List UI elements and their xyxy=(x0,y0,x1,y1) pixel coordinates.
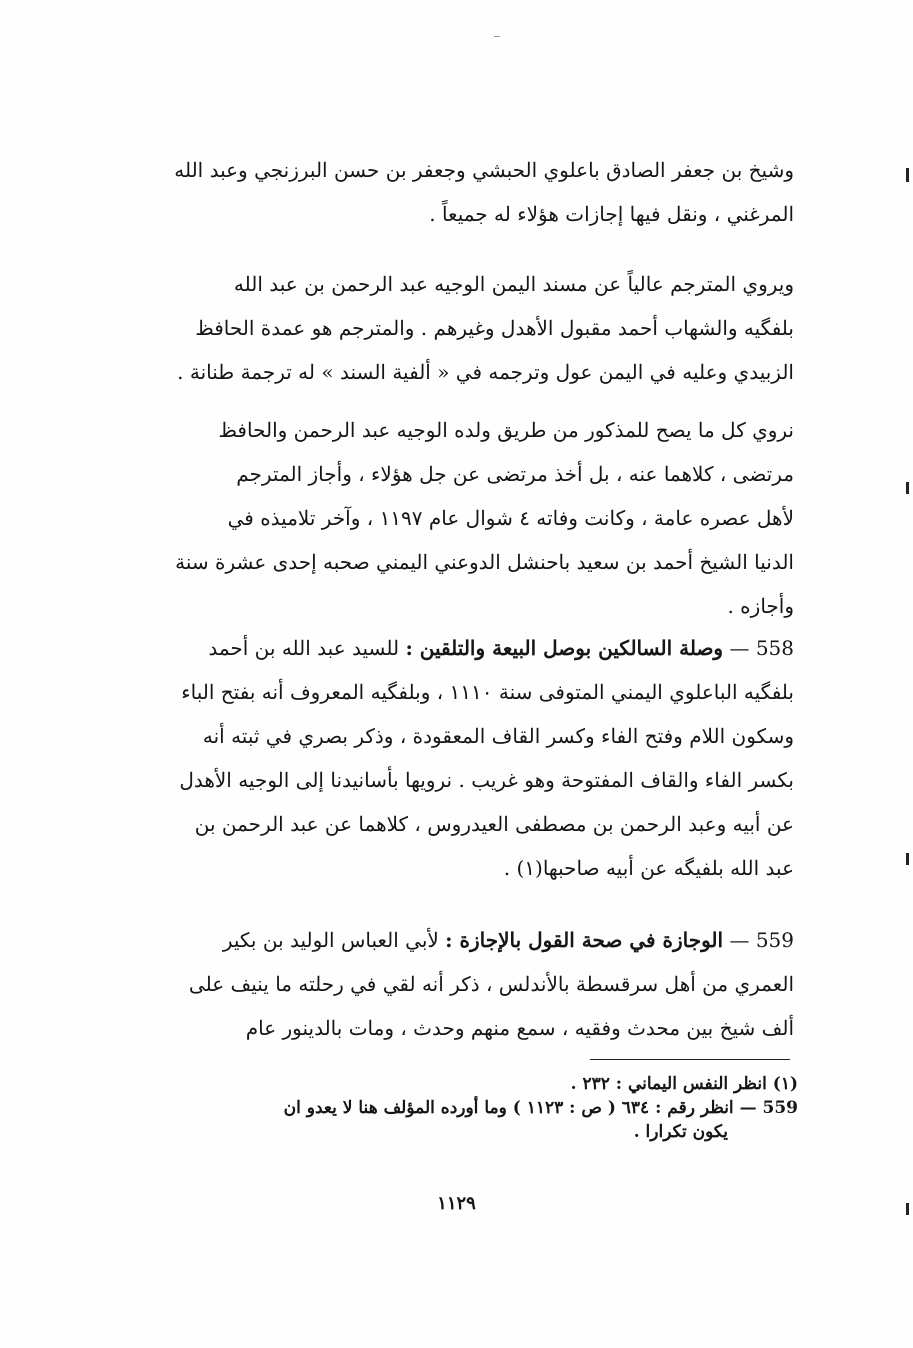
text-line: المرغني ، ونقل فيها إجازات هؤلاء له جميعاً . xyxy=(429,202,794,226)
entry-dash: — xyxy=(729,928,750,952)
paragraph-3 xyxy=(118,408,794,628)
page-number: ١١٢٩ xyxy=(437,1193,476,1214)
entry-heading xyxy=(118,918,794,962)
entry-558 xyxy=(118,626,794,890)
text-line: وأجازه . xyxy=(727,594,794,618)
text-line: لأهل عصره عامة ، وكانت وفاته ٤ شوال عام ١١٩٧ ، وآخر تلاميذه في xyxy=(227,506,794,530)
text-line: نروي كل ما يصح للمذكور من طريق ولده الوجيه عبد الرحمن والحافظ xyxy=(218,418,794,442)
entry-number: 559 xyxy=(755,928,794,952)
footnote-divider xyxy=(590,1059,790,1060)
text-line: بلفگيه الباعلوي اليمني المتوفى سنة ١١١٠ ، وبلفگيه المعروف أنه بفتح الباء xyxy=(181,680,794,704)
margin-mark xyxy=(906,853,909,865)
entry-dash: — xyxy=(729,636,750,660)
text-line: مرتضى ، كلاهما عنه ، بل أخذ مرتضى عن جل هؤلاء ، وأجاز المترجم xyxy=(236,462,794,486)
scan-mark xyxy=(494,36,500,37)
entry-author: للسيد عبد الله بن أحمد xyxy=(208,636,400,660)
entry-559 xyxy=(118,918,794,1050)
entry-title: وصلة السالكين بوصل البيعة والتلقين : xyxy=(405,636,724,660)
text-line: وشيخ بن جعفر الصادق باعلوي الحبشي وجعفر بن حسن البرزنجي وعبد الله xyxy=(174,158,794,182)
paragraph-1 xyxy=(118,148,794,236)
text-line: العمري من أهل سرقسطة بالأندلس ، ذكر أنه لقي في رحلته ما ينيف على xyxy=(188,972,794,996)
text-line: الدنيا الشيخ أحمد بن سعيد باحنشل الدوعني اليمني صحبه إحدى عشرة سنة xyxy=(175,550,794,574)
text-line: ويروي المترجم عالياً عن مسند اليمن الوجيه عبد الرحمن بن عبد الله xyxy=(233,272,794,296)
text-line: وسكون اللام وفتح الفاء وكسر القاف المعقودة ، وذكر بصري في ثبته أنه xyxy=(202,724,794,748)
text-line: ألف شيخ بين محدث وفقيه ، سمع منهم وحدث ، ومات بالدينور عام xyxy=(245,1016,794,1040)
paragraph-2 xyxy=(118,262,794,394)
text-line: الزبيدي وعليه في اليمن عول وترجمه في « ألفية السند » له ترجمة طنانة . xyxy=(177,360,794,384)
margin-mark xyxy=(906,168,909,182)
entry-number: 558 xyxy=(755,636,794,660)
entry-title: الوجازة في صحة القول بالإجازة : xyxy=(445,928,724,952)
footnotes xyxy=(118,1072,798,1144)
footnote-559-continued: يكون تكرارا . xyxy=(633,1122,728,1142)
text-line: عبد الله بلفيگه عن أبيه صاحبها(١) . xyxy=(503,856,794,880)
margin-mark xyxy=(906,482,909,494)
margin-mark xyxy=(906,1203,909,1215)
entry-author: لأبي العباس الوليد بن بكير xyxy=(222,928,439,952)
text-line: عن أبيه وعبد الرحمن بن مصطفى العيدروس ، كلاهما عن عبد الرحمن بن xyxy=(194,812,794,836)
footnote-559: 559 — انظر رقم : ٦٣٤ ( ص : ١١٢٣ ) وما أورده المؤلف هنا لا يعدو ان xyxy=(283,1098,798,1118)
text-line: بلفگيه والشهاب أحمد مقبول الأهدل وغيرهم . والمترجم هو عمدة الحافظ xyxy=(195,316,794,340)
footnote-1: (١) انظر النفس اليماني : ٢٣٢ . xyxy=(570,1074,798,1094)
entry-heading xyxy=(118,626,794,670)
text-line: بكسر الفاء والقاف المفتوحة وهو غريب . نرويها بأسانيدنا إلى الوجيه الأهدل xyxy=(179,768,794,792)
